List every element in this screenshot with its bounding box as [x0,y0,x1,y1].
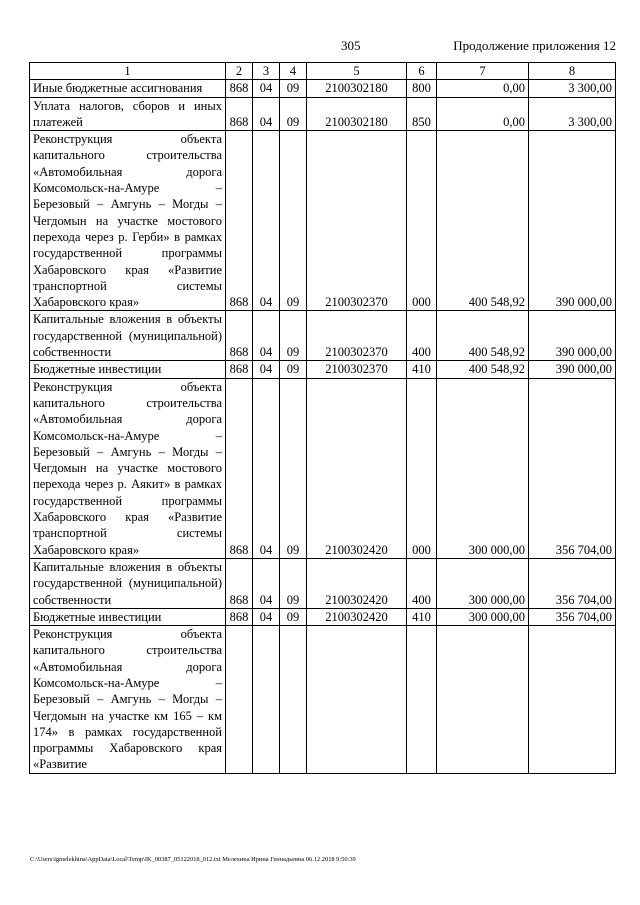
amount-cell: 390 000,00 [529,361,616,378]
table-row [30,608,616,625]
table-row [30,378,616,558]
table-row [30,311,616,361]
amount-cell [437,626,529,774]
section-code-cell: 04 [253,311,280,361]
column-header: 4 [280,63,307,80]
target-article-cell: 2100302370 [307,131,407,311]
continuation-title: Продолжение приложения 12 [453,38,616,53]
subsection-code-cell: 09 [280,361,307,378]
page-number: 305 [341,38,361,53]
subsection-code-cell: 09 [280,558,307,608]
amount-cell: 300 000,00 [437,378,529,558]
expense-type-cell: 850 [407,97,437,131]
ministry-code-cell: 868 [226,311,253,361]
item-name-cell: Реконструкция объекта капитального строительства «Автомобильная дорога Комсомольск-на-Амуре – Березовый – Амгунь – Могды – Чегдомын на участке мостового перехода через р. Герби» в рамках государственной программы Хабаровского края «Развитие транспортной системы Хабаровского края» [30,131,226,311]
amount-cell: 390 000,00 [529,131,616,311]
target-article-cell: 2100302180 [307,97,407,131]
table-row [30,131,616,311]
file-path-footer: C:\Users\igmelekhina\AppData\Local\Temp\IK_00387_05122018_012.txt Мелехина Ирина Геннадьевна 06.12.2018 9:50:39 [30,856,356,863]
column-header: 7 [437,63,529,80]
ministry-code-cell: 868 [226,97,253,131]
target-article-cell: 2100302370 [307,361,407,378]
amount-cell: 356 704,00 [529,558,616,608]
amount-cell: 356 704,00 [529,608,616,625]
table-row [30,626,616,774]
section-code-cell: 04 [253,558,280,608]
amount-cell: 400 548,92 [437,361,529,378]
expense-type-cell: 400 [407,558,437,608]
amount-cell: 3 300,00 [529,80,616,97]
amount-cell: 400 548,92 [437,131,529,311]
item-name-cell: Уплата налогов, сборов и иных платежей [30,97,226,131]
expense-type-cell: 000 [407,131,437,311]
item-name-cell: Бюджетные инвестиции [30,361,226,378]
expense-type-cell: 800 [407,80,437,97]
target-article-cell: 2100302420 [307,608,407,625]
target-article-cell: 2100302180 [307,80,407,97]
ministry-code-cell: 868 [226,558,253,608]
table-row [30,97,616,131]
table-row [30,558,616,608]
amount-cell: 3 300,00 [529,97,616,131]
subsection-code-cell: 09 [280,97,307,131]
expense-type-cell: 400 [407,311,437,361]
expense-type-cell [407,626,437,774]
target-article-cell: 2100302420 [307,378,407,558]
item-name-cell: Бюджетные инвестиции [30,608,226,625]
amount-cell [529,626,616,774]
amount-cell: 300 000,00 [437,558,529,608]
item-name-cell: Реконструкция объекта капитального строительства «Автомобильная дорога Комсомольск-на-Амуре – Березовый – Амгунь – Могды – Чегдомын на участке км 165 – км 174» в рамках государственной программы Хабаровского края «Развитие [30,626,226,774]
expense-type-cell: 410 [407,608,437,625]
ministry-code-cell [226,626,253,774]
section-code-cell: 04 [253,361,280,378]
subsection-code-cell: 09 [280,608,307,625]
section-code-cell: 04 [253,97,280,131]
item-name-cell: Капитальные вложения в объекты государственной (муниципальной) собственности [30,311,226,361]
table-row [30,80,616,97]
ministry-code-cell: 868 [226,378,253,558]
column-header: 6 [407,63,437,80]
column-header: 2 [226,63,253,80]
header-row [30,63,616,80]
target-article-cell: 2100302420 [307,558,407,608]
table-row [30,361,616,378]
target-article-cell [307,626,407,774]
amount-cell: 300 000,00 [437,608,529,625]
amount-cell: 356 704,00 [529,378,616,558]
ministry-code-cell: 868 [226,80,253,97]
amount-cell: 390 000,00 [529,311,616,361]
column-header: 8 [529,63,616,80]
subsection-code-cell: 09 [280,378,307,558]
section-code-cell: 04 [253,131,280,311]
item-name-cell: Реконструкция объекта капитального строительства «Автомобильная дорога Комсомольск-на-Амуре – Березовый – Амгунь – Могды – Чегдомын на участке мостового перехода через р. Аякит» в рамках государственной программы Хабаровского края «Развитие транспортной системы Хабаровского края» [30,378,226,558]
subsection-code-cell: 09 [280,131,307,311]
amount-cell: 400 548,92 [437,311,529,361]
amount-cell: 0,00 [437,80,529,97]
column-header: 3 [253,63,280,80]
expense-type-cell: 000 [407,378,437,558]
target-article-cell: 2100302370 [307,311,407,361]
item-name-cell: Капитальные вложения в объекты государственной (муниципальной) собственности [30,558,226,608]
section-code-cell: 04 [253,80,280,97]
ministry-code-cell: 868 [226,131,253,311]
subsection-code-cell: 09 [280,311,307,361]
section-code-cell [253,626,280,774]
budget-table [29,62,616,774]
item-name-cell: Иные бюджетные ассигнования [30,80,226,97]
amount-cell: 0,00 [437,97,529,131]
subsection-code-cell [280,626,307,774]
column-header: 1 [30,63,226,80]
section-code-cell: 04 [253,608,280,625]
column-header: 5 [307,63,407,80]
section-code-cell: 04 [253,378,280,558]
ministry-code-cell: 868 [226,361,253,378]
subsection-code-cell: 09 [280,80,307,97]
expense-type-cell: 410 [407,361,437,378]
ministry-code-cell: 868 [226,608,253,625]
